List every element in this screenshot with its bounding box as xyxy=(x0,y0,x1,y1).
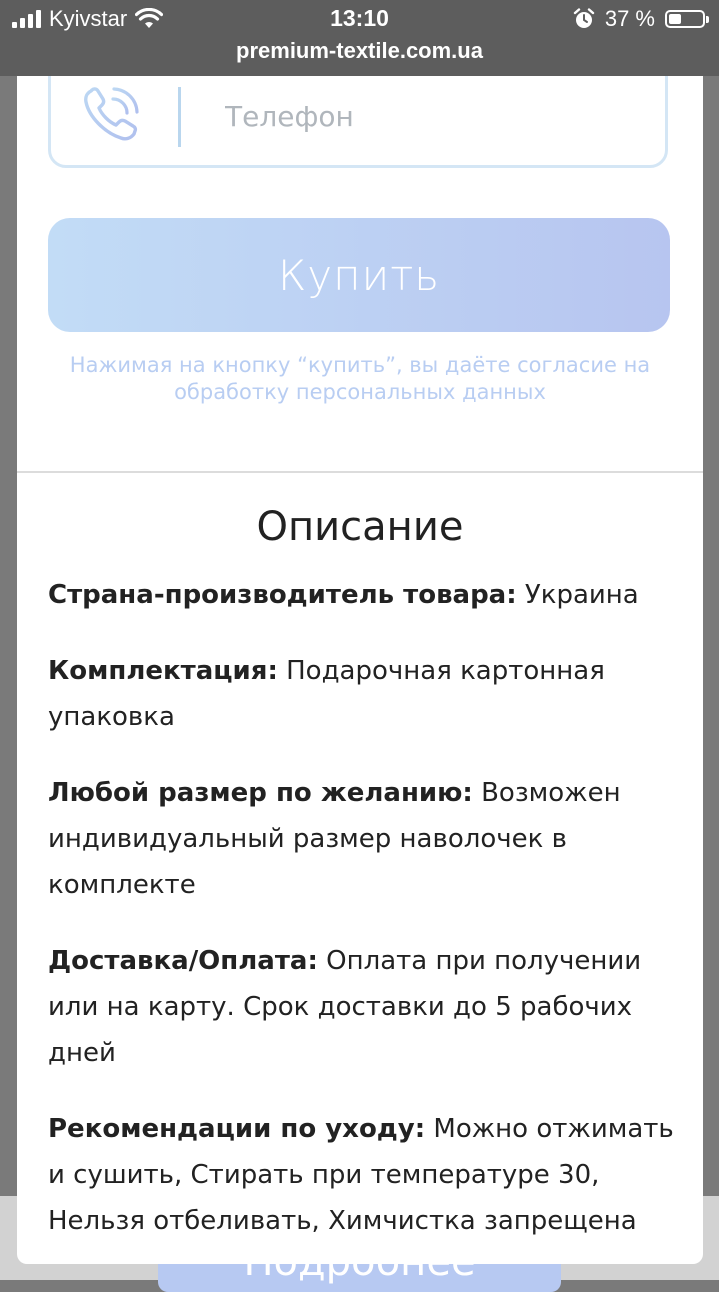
description-value: Украина xyxy=(516,580,639,610)
description-item-care xyxy=(48,1106,688,1244)
status-bar-right xyxy=(573,6,705,32)
description-key: Любой размер по желанию: xyxy=(48,778,473,808)
description-value: Возможен индивидуальный размер наволочек в комплекте xyxy=(48,778,621,900)
battery-fill xyxy=(669,14,681,24)
description-list xyxy=(48,572,688,1264)
address-bar-url[interactable]: premium-textile.com.ua xyxy=(236,38,483,63)
description-value: Подарочная картонная упаковка xyxy=(48,656,605,732)
description-item-package xyxy=(48,648,688,740)
buy-button[interactable]: Купить xyxy=(48,218,670,332)
description-title: Описание xyxy=(256,504,464,550)
phone-input[interactable] xyxy=(223,85,647,147)
status-time: 13:10 xyxy=(330,5,389,31)
description-item-country xyxy=(48,572,688,618)
description-key: Комплектация: xyxy=(48,656,278,686)
description-item-size xyxy=(48,770,688,908)
description-value: Можно отжимать и сушить, Стирать при температуре 30, Нельзя отбеливать, Химчистка запрещена xyxy=(48,1114,674,1236)
phone-field-divider xyxy=(178,87,181,147)
order-modal xyxy=(17,76,703,1264)
description-key: Доставка/Оплата: xyxy=(48,946,318,976)
battery-percent: 37 % xyxy=(604,6,655,31)
battery-icon xyxy=(665,10,705,28)
phone-field[interactable] xyxy=(48,76,668,168)
description-value: Оплата при получении или на карту. Срок доставки до 5 рабочих дней xyxy=(48,946,642,1068)
description-item-delivery xyxy=(48,938,688,1076)
consent-notice: Нажимая на кнопку “купить”, вы даёте согласие на обработку персональных данных xyxy=(69,353,651,404)
status-bar xyxy=(0,0,719,76)
alarm-icon xyxy=(573,8,595,30)
phone-icon xyxy=(81,85,141,145)
section-divider xyxy=(17,471,703,473)
description-key: Рекомендации по уходу: xyxy=(48,1114,426,1144)
carrier-name: Kyivstar xyxy=(49,6,128,31)
description-key: Страна-производитель товара: xyxy=(48,580,517,610)
